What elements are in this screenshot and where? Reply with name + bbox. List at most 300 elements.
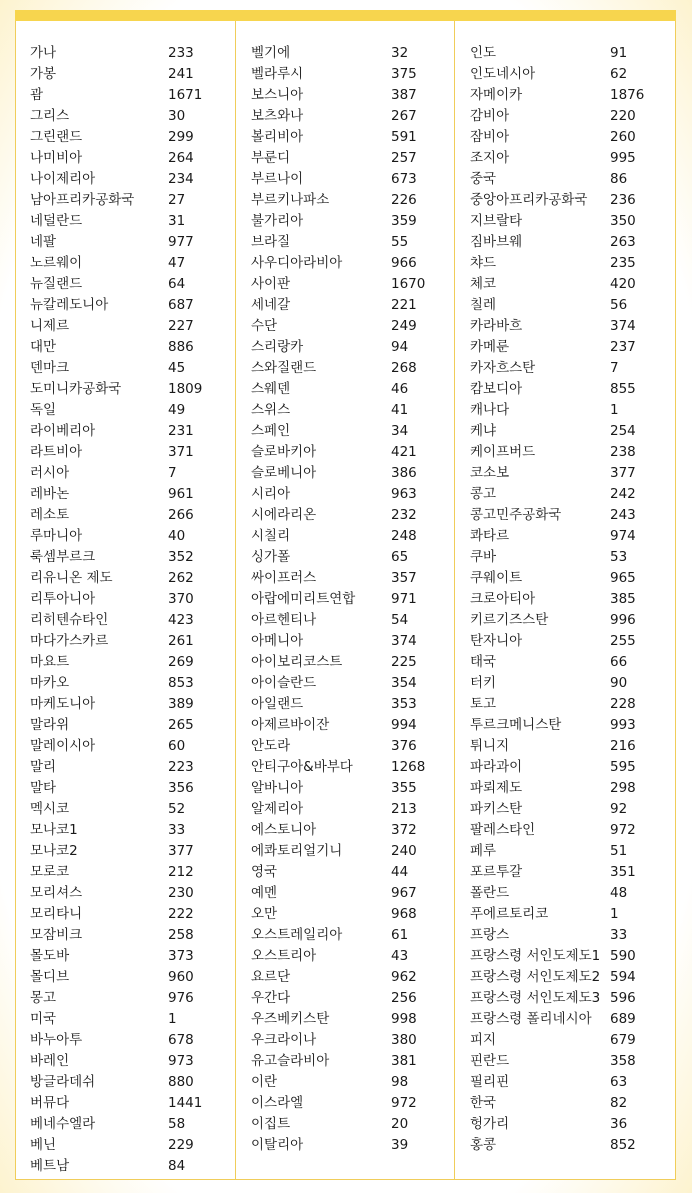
table-row <box>16 862 235 883</box>
country-code: 267 <box>391 108 417 124</box>
country-code: 220 <box>610 108 636 124</box>
country-name: 라트비아 <box>30 444 83 460</box>
table-row <box>236 64 454 85</box>
country-code: 263 <box>610 234 636 250</box>
country-name: 스와질랜드 <box>251 360 317 376</box>
country-name: 키르기즈스탄 <box>470 612 549 628</box>
country-code: 235 <box>610 255 636 271</box>
country-name: 이란 <box>251 1074 278 1090</box>
country-code: 374 <box>391 633 417 649</box>
country-name: 감비아 <box>470 108 510 124</box>
table-row <box>16 1009 235 1030</box>
table-row <box>16 988 235 1009</box>
country-name: 아랍에미리트연합 <box>251 591 356 607</box>
country-name: 챠드 <box>470 255 497 271</box>
country-code: 221 <box>391 297 417 313</box>
country-name: 불가리아 <box>251 213 304 229</box>
table-row <box>16 1156 235 1177</box>
country-name: 괌 <box>30 87 44 103</box>
table-row <box>16 925 235 946</box>
country-name: 말레이시아 <box>30 738 96 754</box>
country-code: 993 <box>610 717 636 733</box>
country-code: 377 <box>610 465 636 481</box>
table-row <box>16 64 235 85</box>
table-row <box>236 841 454 862</box>
country-name: 레소토 <box>30 507 70 523</box>
table-row <box>16 736 235 757</box>
country-name: 조지아 <box>470 150 510 166</box>
country-name: 모리타니 <box>30 906 83 922</box>
country-name: 중국 <box>470 171 497 187</box>
country-code: 595 <box>610 759 636 775</box>
table-row <box>236 757 454 778</box>
country-name: 캐나다 <box>470 402 510 418</box>
country-code: 63 <box>610 1074 628 1090</box>
country-code: 1 <box>610 906 619 922</box>
country-name: 파라과이 <box>470 759 523 775</box>
table-row <box>16 148 235 169</box>
country-code: 260 <box>610 129 636 145</box>
country-code: 233 <box>168 45 194 61</box>
table-row <box>16 337 235 358</box>
country-name: 몰디브 <box>30 969 70 985</box>
country-name: 영국 <box>251 864 278 880</box>
country-code: 679 <box>610 1032 636 1048</box>
table-row <box>236 463 454 484</box>
country-code: 359 <box>391 213 417 229</box>
country-code: 27 <box>168 192 186 208</box>
table-row <box>236 358 454 379</box>
table-row <box>236 1030 454 1051</box>
country-code: 41 <box>391 402 409 418</box>
country-code: 98 <box>391 1074 409 1090</box>
country-name: 우간다 <box>251 990 291 1006</box>
country-name: 요르단 <box>251 969 291 985</box>
country-code: 7 <box>610 360 619 376</box>
table-row <box>455 673 675 694</box>
country-code: 591 <box>391 129 417 145</box>
country-code: 960 <box>168 969 194 985</box>
country-code: 420 <box>610 276 636 292</box>
country-code: 352 <box>168 549 194 565</box>
country-name: 칠레 <box>470 297 497 313</box>
country-name: 버뮤다 <box>30 1095 70 1111</box>
table-row <box>16 589 235 610</box>
table-row <box>455 379 675 400</box>
country-code: 421 <box>391 444 417 460</box>
table-row <box>455 1009 675 1030</box>
country-name: 팔레스타인 <box>470 822 536 838</box>
country-name: 오스트레일리아 <box>251 927 343 943</box>
country-code: 55 <box>391 234 409 250</box>
table-row <box>236 274 454 295</box>
table-row <box>16 358 235 379</box>
table-row <box>236 421 454 442</box>
country-name: 시에라리온 <box>251 507 317 523</box>
country-code: 34 <box>391 423 409 439</box>
country-name: 잠비아 <box>470 129 510 145</box>
table-row <box>16 568 235 589</box>
table-row <box>236 190 454 211</box>
table-row <box>455 757 675 778</box>
country-code: 855 <box>610 381 636 397</box>
country-name: 베트남 <box>30 1158 70 1174</box>
table-row <box>236 631 454 652</box>
country-code: 256 <box>391 990 417 1006</box>
country-code: 377 <box>168 843 194 859</box>
country-code: 976 <box>168 990 194 1006</box>
table-row <box>16 652 235 673</box>
country-code: 370 <box>168 591 194 607</box>
country-code: 227 <box>168 318 194 334</box>
table-row <box>16 211 235 232</box>
country-code: 53 <box>610 549 628 565</box>
country-code: 216 <box>610 738 636 754</box>
country-name: 모나코1 <box>30 822 78 838</box>
country-name: 프랑스령 서인도제도1 <box>470 948 601 964</box>
table-row <box>455 925 675 946</box>
country-code: 236 <box>610 192 636 208</box>
country-code: 51 <box>610 843 628 859</box>
country-name: 베닌 <box>30 1137 57 1153</box>
table-row <box>455 694 675 715</box>
country-code: 66 <box>610 654 628 670</box>
country-name: 세네갈 <box>251 297 291 313</box>
country-name: 독일 <box>30 402 57 418</box>
table-row <box>455 946 675 967</box>
country-code: 299 <box>168 129 194 145</box>
table-row <box>236 337 454 358</box>
country-code: 880 <box>168 1074 194 1090</box>
country-code: 84 <box>168 1158 186 1174</box>
table-row <box>455 778 675 799</box>
country-code: 61 <box>391 927 409 943</box>
country-name: 루마니아 <box>30 528 83 544</box>
country-code: 353 <box>391 696 417 712</box>
country-code: 243 <box>610 507 636 523</box>
country-code: 225 <box>391 654 417 670</box>
table-row <box>455 862 675 883</box>
country-name: 마케도니아 <box>30 696 96 712</box>
country-code: 886 <box>168 339 194 355</box>
country-code: 962 <box>391 969 417 985</box>
country-code: 357 <box>391 570 417 586</box>
country-name: 콩고 <box>470 486 497 502</box>
table-row <box>16 127 235 148</box>
table-row <box>16 106 235 127</box>
country-code: 258 <box>168 927 194 943</box>
country-code: 228 <box>610 696 636 712</box>
country-name: 파키스탄 <box>470 801 523 817</box>
country-code: 32 <box>391 45 409 61</box>
table-row <box>236 43 454 64</box>
table-row <box>16 169 235 190</box>
country-name: 방글라데쉬 <box>30 1074 96 1090</box>
country-name: 네덜란드 <box>30 213 83 229</box>
country-code: 374 <box>610 318 636 334</box>
table-row <box>16 673 235 694</box>
country-code: 254 <box>610 423 636 439</box>
country-name: 네팔 <box>30 234 57 250</box>
country-name: 대만 <box>30 339 57 355</box>
table-row <box>455 43 675 64</box>
country-code: 7 <box>168 465 177 481</box>
country-name: 알제리아 <box>251 801 304 817</box>
table-row <box>455 85 675 106</box>
table-row <box>455 883 675 904</box>
country-name: 자메이카 <box>470 87 523 103</box>
country-code: 351 <box>610 864 636 880</box>
table-row <box>236 1051 454 1072</box>
country-name: 피지 <box>470 1032 497 1048</box>
country-name: 싱가폴 <box>251 549 291 565</box>
table-row <box>455 232 675 253</box>
country-name: 프랑스 <box>470 927 510 943</box>
country-name: 콰타르 <box>470 528 510 544</box>
table-row <box>236 1009 454 1030</box>
table-row <box>236 1114 454 1135</box>
country-name: 지브랄타 <box>470 213 523 229</box>
country-code: 46 <box>391 381 409 397</box>
country-code: 237 <box>610 339 636 355</box>
country-code: 998 <box>391 1011 417 1027</box>
country-code: 33 <box>610 927 628 943</box>
country-name: 탄자니아 <box>470 633 523 649</box>
country-name: 케냐 <box>470 423 497 439</box>
country-code: 385 <box>610 591 636 607</box>
table-row <box>455 274 675 295</box>
country-name: 말라위 <box>30 717 70 733</box>
table-row <box>455 1135 675 1156</box>
country-code: 231 <box>168 423 194 439</box>
country-code: 49 <box>168 402 186 418</box>
table-column-2 <box>235 21 454 1179</box>
country-name: 이집트 <box>251 1116 291 1132</box>
country-name: 부르키나파소 <box>251 192 330 208</box>
table-row <box>236 379 454 400</box>
country-name: 멕시코 <box>30 801 70 817</box>
country-code: 1671 <box>168 87 203 103</box>
table-row <box>16 526 235 547</box>
country-name: 홍콩 <box>470 1137 497 1153</box>
country-code: 1809 <box>168 381 203 397</box>
country-name: 베네수엘라 <box>30 1116 96 1132</box>
country-code: 687 <box>168 297 194 313</box>
country-name: 코소보 <box>470 465 510 481</box>
country-name: 카자흐스탄 <box>470 360 536 376</box>
table-row <box>236 316 454 337</box>
table-row <box>455 568 675 589</box>
country-code: 262 <box>168 570 194 586</box>
country-code: 31 <box>168 213 186 229</box>
table-row <box>455 106 675 127</box>
country-name: 싸이프러스 <box>251 570 317 586</box>
country-code: 92 <box>610 801 628 817</box>
table-row <box>455 463 675 484</box>
country-code: 356 <box>168 780 194 796</box>
country-name: 그리스 <box>30 108 70 124</box>
country-name: 마요트 <box>30 654 70 670</box>
table-row <box>236 946 454 967</box>
country-name: 모나코2 <box>30 843 78 859</box>
country-name: 슬로베니아 <box>251 465 317 481</box>
country-name: 가봉 <box>30 66 57 82</box>
country-code: 44 <box>391 864 409 880</box>
country-name: 몰도바 <box>30 948 70 964</box>
country-code: 354 <box>391 675 417 691</box>
country-code: 298 <box>610 780 636 796</box>
table-row <box>455 358 675 379</box>
country-name: 오스트리아 <box>251 948 317 964</box>
country-code: 1 <box>168 1011 177 1027</box>
table-row <box>236 715 454 736</box>
country-code-table <box>15 21 676 1180</box>
table-row <box>236 883 454 904</box>
table-column-3 <box>454 21 675 1179</box>
country-code: 33 <box>168 822 186 838</box>
table-row <box>455 400 675 421</box>
country-name: 케이프버드 <box>470 444 536 460</box>
table-row <box>236 694 454 715</box>
country-name: 스위스 <box>251 402 291 418</box>
country-code: 590 <box>610 948 636 964</box>
country-code: 266 <box>168 507 194 523</box>
country-name: 아이보리코스트 <box>251 654 343 670</box>
country-code: 265 <box>168 717 194 733</box>
country-code: 36 <box>610 1116 628 1132</box>
table-row <box>455 295 675 316</box>
country-name: 우크라이나 <box>251 1032 317 1048</box>
country-code: 972 <box>391 1095 417 1111</box>
table-row <box>16 232 235 253</box>
country-name: 나이제리아 <box>30 171 96 187</box>
table-row <box>455 421 675 442</box>
table-row <box>455 1114 675 1135</box>
country-name: 뉴질랜드 <box>30 276 83 292</box>
table-row <box>236 904 454 925</box>
country-code: 961 <box>168 486 194 502</box>
country-code: 241 <box>168 66 194 82</box>
table-row <box>16 316 235 337</box>
table-row <box>16 463 235 484</box>
country-code: 56 <box>610 297 628 313</box>
table-row <box>16 883 235 904</box>
table-row <box>16 274 235 295</box>
country-name: 볼리비아 <box>251 129 304 145</box>
country-name: 보스니아 <box>251 87 304 103</box>
country-code: 373 <box>168 948 194 964</box>
table-row <box>16 631 235 652</box>
country-code: 90 <box>610 675 628 691</box>
table-row <box>16 1114 235 1135</box>
table-row <box>455 820 675 841</box>
country-name: 우즈베키스탄 <box>251 1011 330 1027</box>
country-code: 1670 <box>391 276 426 292</box>
table-row <box>455 652 675 673</box>
table-row <box>236 505 454 526</box>
country-code: 389 <box>168 696 194 712</box>
country-code: 994 <box>391 717 417 733</box>
country-code: 371 <box>168 444 194 460</box>
table-row <box>16 1072 235 1093</box>
country-name: 토고 <box>470 696 497 712</box>
table-row <box>455 736 675 757</box>
country-name: 태국 <box>470 654 497 670</box>
country-code: 86 <box>610 171 628 187</box>
table-row <box>16 904 235 925</box>
country-name: 스웨덴 <box>251 381 291 397</box>
country-name: 마다가스카르 <box>30 633 109 649</box>
country-name: 나미비아 <box>30 150 83 166</box>
country-name: 푸에르토리코 <box>470 906 549 922</box>
country-name: 시칠리 <box>251 528 291 544</box>
table-row <box>16 946 235 967</box>
table-row <box>236 568 454 589</box>
table-row <box>236 295 454 316</box>
table-row <box>16 1030 235 1051</box>
country-name: 튀니지 <box>470 738 510 754</box>
country-name: 브라질 <box>251 234 291 250</box>
country-name: 수단 <box>251 318 278 334</box>
table-row <box>16 442 235 463</box>
table-row <box>455 1051 675 1072</box>
country-code: 995 <box>610 150 636 166</box>
table-row <box>236 148 454 169</box>
table-row <box>455 1093 675 1114</box>
country-name: 유고슬라비아 <box>251 1053 330 1069</box>
country-name: 슬로바키아 <box>251 444 317 460</box>
country-code: 30 <box>168 108 186 124</box>
country-code: 268 <box>391 360 417 376</box>
country-code: 20 <box>391 1116 409 1132</box>
country-name: 보츠와나 <box>251 108 304 124</box>
table-row <box>16 295 235 316</box>
country-name: 캄보디아 <box>470 381 523 397</box>
table-row <box>455 64 675 85</box>
table-row <box>455 904 675 925</box>
country-name: 러시아 <box>30 465 70 481</box>
table-row <box>236 106 454 127</box>
table-row <box>236 736 454 757</box>
table-row <box>16 400 235 421</box>
country-code: 39 <box>391 1137 409 1153</box>
country-code: 223 <box>168 759 194 775</box>
country-code: 967 <box>391 885 417 901</box>
country-name: 프랑스령 폴리네시아 <box>470 1011 592 1027</box>
country-name: 니제르 <box>30 318 70 334</box>
country-code: 423 <box>168 612 194 628</box>
country-name: 뉴칼레도니아 <box>30 297 109 313</box>
country-code: 91 <box>610 45 628 61</box>
table-row <box>16 85 235 106</box>
country-code: 996 <box>610 612 636 628</box>
table-row <box>236 778 454 799</box>
table-row <box>236 253 454 274</box>
country-name: 이스라엘 <box>251 1095 304 1111</box>
country-name: 노르웨이 <box>30 255 83 271</box>
country-name: 레바논 <box>30 486 70 502</box>
header-bar <box>15 10 676 21</box>
table-row <box>455 967 675 988</box>
country-name: 마카오 <box>30 675 70 691</box>
country-name: 스페인 <box>251 423 291 439</box>
country-code: 386 <box>391 465 417 481</box>
country-name: 부르나이 <box>251 171 304 187</box>
country-name: 미국 <box>30 1011 57 1027</box>
table-row <box>16 1051 235 1072</box>
table-row <box>236 1135 454 1156</box>
country-code: 1268 <box>391 759 426 775</box>
